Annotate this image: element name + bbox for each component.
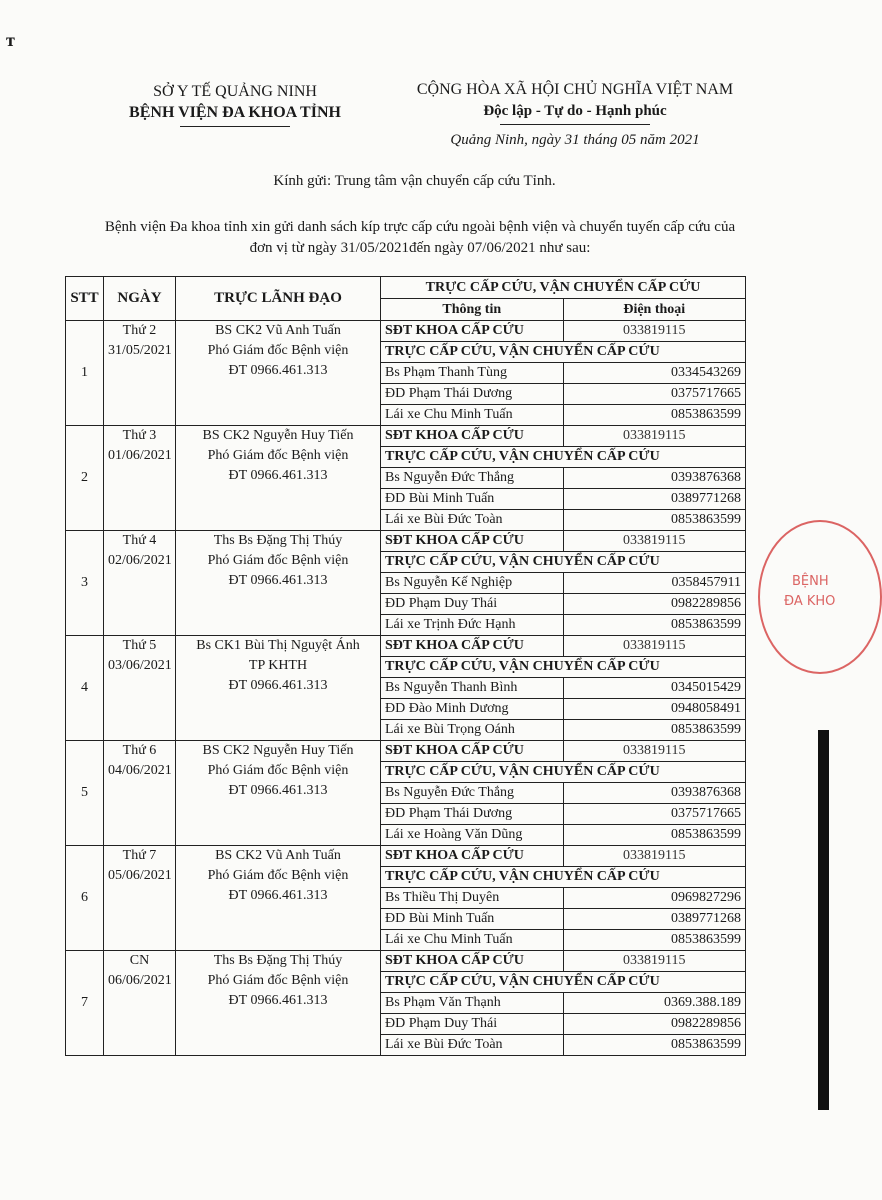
section-label: TRỰC CẤP CỨU, VẬN CHUYỂN CẤP CỨU xyxy=(381,447,746,468)
staff-name: Lái xe Bùi Đức Toàn xyxy=(381,510,564,531)
staff-phone: 0369.388.189 xyxy=(563,993,746,1014)
staff-name: Bs Nguyễn Đức Thắng xyxy=(381,468,564,489)
hotline-number: 033819115 xyxy=(563,741,746,762)
row-leader xyxy=(176,426,381,531)
hotline-number: 033819115 xyxy=(563,531,746,552)
row-date: 01/06/2021 xyxy=(108,448,172,463)
row-day xyxy=(104,846,176,951)
staff-phone: 0375717665 xyxy=(563,804,746,825)
section-label: TRỰC CẤP CỨU, VẬN CHUYỂN CẤP CỨU xyxy=(381,762,746,783)
staff-phone: 0389771268 xyxy=(563,489,746,510)
staff-phone: 0393876368 xyxy=(563,783,746,804)
section-label: TRỰC CẤP CỨU, VẬN CHUYỂN CẤP CỨU xyxy=(381,657,746,678)
staff-name: ĐD Bùi Minh Tuấn xyxy=(381,909,564,930)
row-leader xyxy=(176,951,381,1056)
row-stt: 5 xyxy=(66,741,104,846)
hotline-label: SĐT KHOA CẤP CỨU xyxy=(381,846,564,867)
staff-phone: 0853863599 xyxy=(563,930,746,951)
row-stt: 4 xyxy=(66,636,104,741)
row-leader xyxy=(176,531,381,636)
row-date: 05/06/2021 xyxy=(108,868,172,883)
schedule-table xyxy=(65,276,746,1056)
hotline-number: 033819115 xyxy=(563,951,746,972)
header-info: Thông tin xyxy=(381,299,564,321)
row-leader xyxy=(176,636,381,741)
staff-name: ĐD Phạm Thái Dương xyxy=(381,384,564,405)
staff-phone: 0389771268 xyxy=(563,909,746,930)
staff-phone: 0982289856 xyxy=(563,1014,746,1035)
section-label: TRỰC CẤP CỨU, VẬN CHUYỂN CẤP CỨU xyxy=(381,552,746,573)
staff-name: ĐD Bùi Minh Tuấn xyxy=(381,489,564,510)
header-group: TRỰC CẤP CỨU, VẬN CHUYỂN CẤP CỨU xyxy=(381,277,746,299)
row-day xyxy=(104,531,176,636)
agency-department: SỞ Y TẾ QUẢNG NINH xyxy=(153,83,317,100)
hotline-label: SĐT KHOA CẤP CỨU xyxy=(381,531,564,552)
schedule-row xyxy=(66,636,746,657)
dateline: Quảng Ninh, ngày 31 tháng 05 năm 2021 xyxy=(450,132,700,148)
staff-name: ĐD Đào Minh Dương xyxy=(381,699,564,720)
schedule-row xyxy=(66,531,746,552)
leader-title: Phó Giám đốc Bệnh viện xyxy=(207,343,349,358)
row-weekday: Thứ 6 xyxy=(122,743,157,758)
row-leader xyxy=(176,321,381,426)
staff-phone: 0969827296 xyxy=(563,888,746,909)
stamp-text-2: ĐA KHO xyxy=(784,594,836,609)
staff-name: Lái xe Bùi Trọng Oánh xyxy=(381,720,564,741)
staff-phone: 0853863599 xyxy=(563,825,746,846)
row-day xyxy=(104,426,176,531)
staff-name: Lái xe Bùi Đức Toàn xyxy=(381,1035,564,1056)
staff-name: ĐD Phạm Duy Thái xyxy=(381,1014,564,1035)
leader-name: Ths Bs Đặng Thị Thúy xyxy=(213,953,343,968)
row-leader xyxy=(176,846,381,951)
leader-title: Phó Giám đốc Bệnh viện xyxy=(207,763,349,778)
leader-name: BS CK2 Nguyễn Huy Tiến xyxy=(202,743,354,758)
row-weekday: Thứ 3 xyxy=(122,428,157,443)
agency-underline xyxy=(180,126,290,127)
staff-name: ĐD Phạm Duy Thái xyxy=(381,594,564,615)
staff-phone: 0375717665 xyxy=(563,384,746,405)
intro-paragraph xyxy=(80,217,760,259)
motto-underline xyxy=(500,124,650,125)
staff-name: Lái xe Chu Minh Tuấn xyxy=(381,405,564,426)
leader-title: Phó Giám đốc Bệnh viện xyxy=(207,553,349,568)
schedule-row xyxy=(66,426,746,447)
section-label: TRỰC CẤP CỨU, VẬN CHUYỂN CẤP CỨU xyxy=(381,342,746,363)
leader-name: BS CK2 Vũ Anh Tuấn xyxy=(215,323,341,338)
staff-phone: 0853863599 xyxy=(563,720,746,741)
schedule-row xyxy=(66,846,746,867)
leader-name: Ths Bs Đặng Thị Thúy xyxy=(213,533,343,548)
staff-name: Lái xe Hoàng Văn Dũng xyxy=(381,825,564,846)
staff-phone: 0345015429 xyxy=(563,678,746,699)
intro-line-2: đơn vị từ ngày 31/05/2021đến ngày 07/06/2021 như sau: xyxy=(249,240,591,256)
leader-name: BS CK2 Vũ Anh Tuấn xyxy=(215,848,341,863)
staff-phone: 0948058491 xyxy=(563,699,746,720)
row-day xyxy=(104,321,176,426)
leader-name: Bs CK1 Bùi Thị Nguyệt Ánh xyxy=(196,638,360,653)
header-stt: STT xyxy=(66,277,104,321)
staff-phone: 0853863599 xyxy=(563,615,746,636)
staff-name: Lái xe Chu Minh Tuấn xyxy=(381,930,564,951)
leader-title: Phó Giám đốc Bệnh viện xyxy=(207,868,349,883)
leader-phone: ĐT 0966.461.313 xyxy=(228,783,328,798)
row-leader xyxy=(176,741,381,846)
intro-line-1: Bệnh viện Đa khoa tỉnh xin gửi danh sách kíp trực cấp cứu ngoài bệnh viện và chuyển tuyến cấp cứu của xyxy=(104,219,736,235)
schedule-row xyxy=(66,951,746,972)
stamp-text-1: BỆNH xyxy=(792,574,829,589)
leader-title: Phó Giám đốc Bệnh viện xyxy=(207,448,349,463)
row-stt: 1 xyxy=(66,321,104,426)
staff-phone: 0853863599 xyxy=(563,405,746,426)
agency-hospital: BỆNH VIỆN ĐA KHOA TỈNH xyxy=(129,104,341,121)
row-date: 31/05/2021 xyxy=(108,343,172,358)
staff-phone: 0358457911 xyxy=(563,573,746,594)
staff-name: Bs Phạm Văn Thạnh xyxy=(381,993,564,1014)
staff-name: Lái xe Trịnh Đức Hạnh xyxy=(381,615,564,636)
row-weekday: Thứ 7 xyxy=(122,848,157,863)
leader-phone: ĐT 0966.461.313 xyxy=(228,678,328,693)
hotline-number: 033819115 xyxy=(563,321,746,342)
section-label: TRỰC CẤP CỨU, VẬN CHUYỂN CẤP CỨU xyxy=(381,972,746,993)
row-day xyxy=(104,741,176,846)
row-stt: 2 xyxy=(66,426,104,531)
leader-phone: ĐT 0966.461.313 xyxy=(228,573,328,588)
hotline-label: SĐT KHOA CẤP CỨU xyxy=(381,636,564,657)
staff-phone: 0393876368 xyxy=(563,468,746,489)
row-day xyxy=(104,636,176,741)
hotline-label: SĐT KHOA CẤP CỨU xyxy=(381,426,564,447)
leader-phone: ĐT 0966.461.313 xyxy=(228,468,328,483)
row-stt: 7 xyxy=(66,951,104,1056)
staff-phone: 0853863599 xyxy=(563,510,746,531)
staff-name: ĐD Phạm Thái Dương xyxy=(381,804,564,825)
row-date: 03/06/2021 xyxy=(108,658,172,673)
staff-name: Bs Nguyễn Kế Nghiệp xyxy=(381,573,564,594)
hotline-number: 033819115 xyxy=(563,636,746,657)
row-weekday: CN xyxy=(129,953,150,968)
staff-phone: 0853863599 xyxy=(563,1035,746,1056)
row-date: 06/06/2021 xyxy=(108,973,172,988)
national-header xyxy=(380,80,770,125)
hotline-label: SĐT KHOA CẤP CỨU xyxy=(381,951,564,972)
greeting: Kính gửi: Trung tâm vận chuyển cấp cứu Tỉnh. xyxy=(273,173,556,189)
leader-phone: ĐT 0966.461.313 xyxy=(228,993,328,1008)
leader-title: Phó Giám đốc Bệnh viện xyxy=(207,973,349,988)
row-weekday: Thứ 4 xyxy=(122,533,157,548)
row-weekday: Thứ 2 xyxy=(122,323,157,338)
leader-phone: ĐT 0966.461.313 xyxy=(228,888,328,903)
section-label: TRỰC CẤP CỨU, VẬN CHUYỂN CẤP CỨU xyxy=(381,867,746,888)
hotline-label: SĐT KHOA CẤP CỨU xyxy=(381,741,564,762)
row-date: 04/06/2021 xyxy=(108,763,172,778)
leader-name: BS CK2 Nguyễn Huy Tiến xyxy=(202,428,354,443)
agency-header xyxy=(90,82,380,127)
row-stt: 3 xyxy=(66,531,104,636)
schedule-row xyxy=(66,321,746,342)
header-leader: TRỰC LÃNH ĐẠO xyxy=(176,277,381,321)
row-stt: 6 xyxy=(66,846,104,951)
staff-name: Bs Thiều Thị Duyên xyxy=(381,888,564,909)
scan-edge-bar xyxy=(818,730,829,1110)
national-title: CỘNG HÒA XÃ HỘI CHỦ NGHĨA VIỆT NAM xyxy=(416,81,734,98)
leader-title: TP KHTH xyxy=(248,658,308,673)
red-seal-stamp xyxy=(758,520,882,674)
schedule-row xyxy=(66,741,746,762)
staff-phone: 0982289856 xyxy=(563,594,746,615)
staff-name: Bs Nguyễn Thanh Bình xyxy=(381,678,564,699)
staff-name: Bs Phạm Thanh Tùng xyxy=(381,363,564,384)
national-motto: Độc lập - Tự do - Hạnh phúc xyxy=(483,103,667,119)
staff-phone: 0334543269 xyxy=(563,363,746,384)
row-day xyxy=(104,951,176,1056)
hotline-number: 033819115 xyxy=(563,426,746,447)
corner-mark: ᴛ xyxy=(6,30,15,50)
header-phone: Điện thoại xyxy=(563,299,746,321)
leader-phone: ĐT 0966.461.313 xyxy=(228,363,328,378)
header-day: NGÀY xyxy=(104,277,176,321)
hotline-label: SĐT KHOA CẤP CỨU xyxy=(381,321,564,342)
staff-name: Bs Nguyễn Đức Thắng xyxy=(381,783,564,804)
hotline-number: 033819115 xyxy=(563,846,746,867)
row-weekday: Thứ 5 xyxy=(122,638,157,653)
row-date: 02/06/2021 xyxy=(108,553,172,568)
